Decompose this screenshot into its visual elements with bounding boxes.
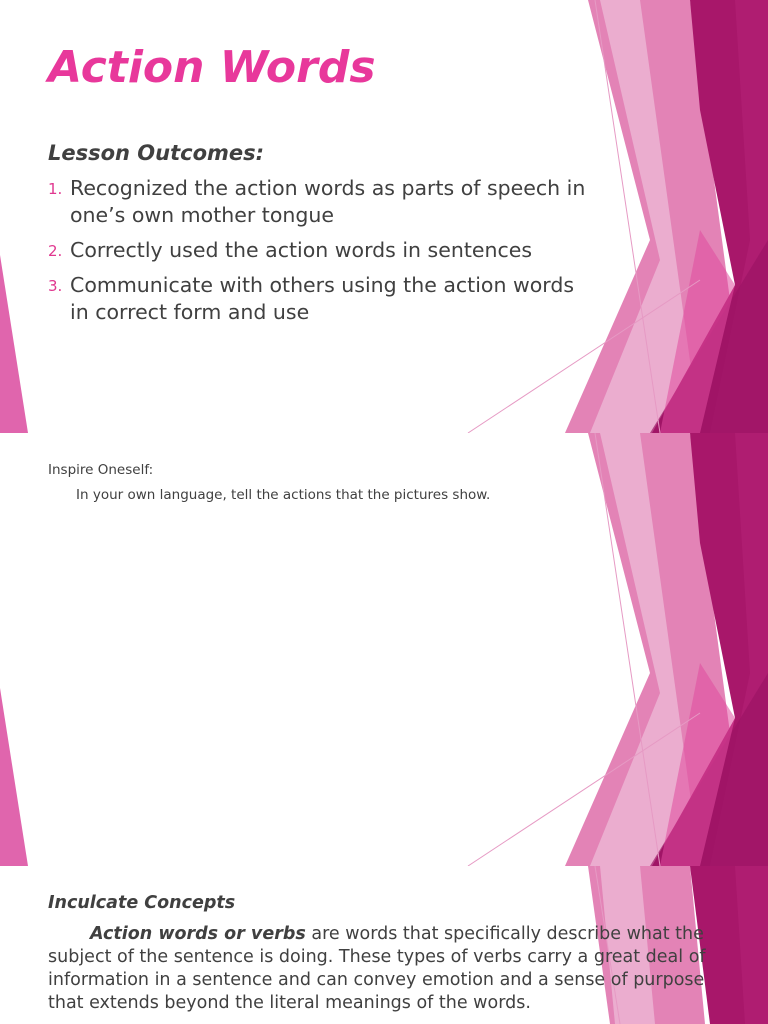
inspire-instruction: In your own language, tell the actions that the pictures show. xyxy=(76,487,491,503)
slide-lesson-outcomes xyxy=(0,0,768,433)
outcome-text: Communicate with others using the action words in correct form and use xyxy=(70,273,575,324)
outcome-number: 2. xyxy=(48,242,63,260)
concept-term: Action words or verbs xyxy=(90,924,306,944)
concept-paragraph xyxy=(48,923,738,1015)
outcome-item xyxy=(48,272,593,326)
lesson-outcomes-list xyxy=(48,175,593,334)
outcome-text: Correctly used the action words in sentences xyxy=(70,238,533,262)
slide-inspire-oneself xyxy=(0,433,768,866)
outcome-text: Recognized the action words as parts of speech in one’s own mother tongue xyxy=(70,176,586,227)
inspire-heading: Inspire Oneself: xyxy=(48,462,154,478)
slide-inculcate-concepts xyxy=(0,866,768,1024)
slide-title: Action Words xyxy=(48,42,376,93)
slide-decoration-left xyxy=(0,0,30,433)
concepts-heading: Inculcate Concepts xyxy=(48,893,236,913)
outcome-number: 1. xyxy=(48,180,63,198)
slide-decoration-left xyxy=(0,433,30,866)
lesson-outcomes-heading: Lesson Outcomes: xyxy=(48,141,265,165)
outcome-number: 3. xyxy=(48,277,63,295)
concept-definition: are words that specifically describe what the subject of the sentence is doing. These types of verbs carry a great deal of information in a sentence and can convey emotion and a sense of purpose that extends beyond the literal meanings of the words. xyxy=(48,924,706,1013)
outcome-item xyxy=(48,237,593,264)
outcome-item xyxy=(48,175,593,229)
